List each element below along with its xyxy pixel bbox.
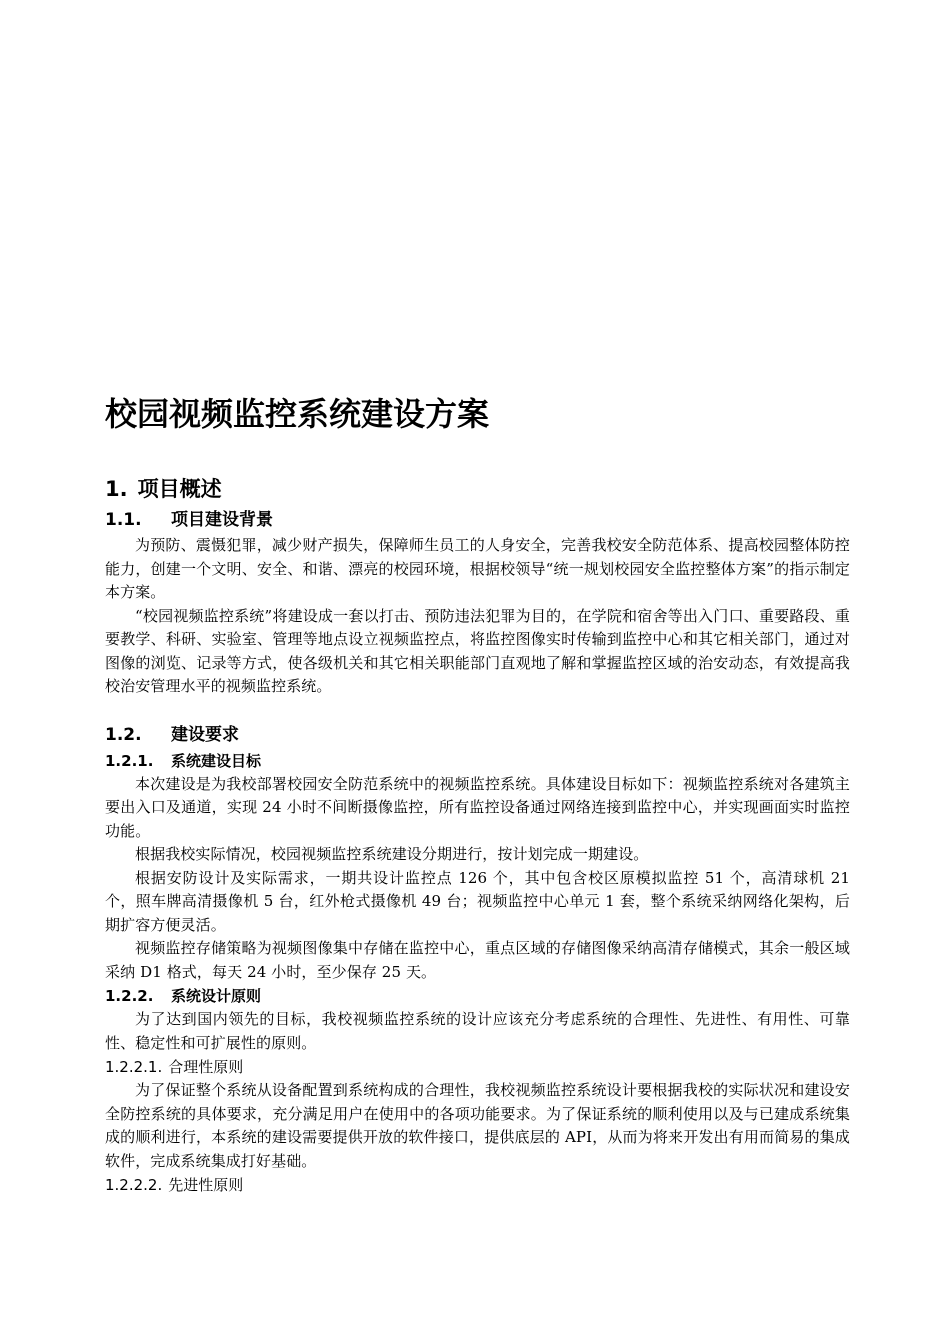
- paragraph: 根据安防设计及实际需求，一期共设计监控点 126 个，其中包含校区原模拟监控 51 个，高清球机 21 个，照车牌高清摄像机 5 台，红外枪式摄像机 49 台；视频监控中心单元 1 套，整个系统采纳网络化架构，后期扩容方便灵活。: [105, 868, 850, 934]
- heading-text: 系统建设目标: [171, 751, 262, 770]
- heading-text: 先进性原则: [168, 1176, 244, 1194]
- paragraph: “校园视频监控系统”将建设成一套以打击、预防违法犯罪为目的，在学院和宿舍等出入门口、重要路段、重要教学、科研、实验室、管理等地点设立视频监控点，将监控图像实时传输到监控中心和其它相关部门，通过对图像的浏览、记录等方式，使各级机关和其它相关职能部门直观地了解和掌握监控区域的治安动态，有效提高我校治安管理水平的视频监控系统。: [105, 606, 850, 695]
- paragraph: 为预防、震慑犯罪，减少财产损失，保障师生员工的人身安全，完善我校安全防范体系、提高校园整体防控能力，创建一个文明、安全、和谐、漂亮的校园环境，根据校领导“统一规划校园安全监控整体方案”的指示制定本方案。: [105, 536, 850, 601]
- heading-1-1-background: [105, 506, 850, 534]
- paragraph: 为了保证整个系统从设备配置到系统构成的合理性，我校视频监控系统设计要根据我校的实际状况和建设安全防控系统的具体要求，充分满足用户在使用中的各项功能要求。为了保证系统的顺利使用以及与已建成系统集成的顺利进行，本系统的建设需要提供开放的软件接口，提供底层的 API，从而为将来开发出有用而简易的集成软件，完成系统集成打好基础。: [105, 1081, 850, 1170]
- document-title: 校园视频监控系统建设方案: [105, 395, 490, 433]
- heading-number: 1.2.: [105, 724, 142, 745]
- heading-number: 1.2.2.2.: [105, 1176, 163, 1194]
- heading-1-project-overview: [105, 472, 850, 506]
- paragraph: 本次建设是为我校部署校园安全防范系统中的视频监控系统。具体建设目标如下：视频监控系统对各建筑主要出入口及通道，实现 24 小时不间断摄像监控，所有监控设备通过网络连接到监控中心，并实现画面实时监控功能。: [105, 774, 850, 840]
- heading-number: 1.: [105, 477, 128, 501]
- heading-1-2-2-principles: [105, 984, 850, 1008]
- heading-1-2-2-2-advancement: [105, 1173, 850, 1197]
- heading-text: 合理性原则: [168, 1058, 244, 1076]
- document-body: [105, 472, 850, 1197]
- heading-text: 建设要求: [171, 724, 239, 745]
- heading-text: 系统设计原则: [171, 987, 262, 1005]
- paragraph: 视频监控存储策略为视频图像集中存储在监控中心，重点区域的存储图像采纳高清存储模式，其余一般区域采纳 D1 格式，每天 24 小时，至少保存 25 天。: [105, 939, 850, 981]
- heading-1-2-2-1-rationality: [105, 1055, 850, 1079]
- paragraph: 为了达到国内领先的目标，我校视频监控系统的设计应该充分考虑系统的合理性、先进性、有用性、可靠性、稳定性和可扩展性的原则。: [105, 1010, 850, 1052]
- paragraph: 根据我校实际情况，校园视频监控系统建设分期进行，按计划完成一期建设。: [135, 845, 649, 863]
- heading-number: 1.2.2.1.: [105, 1058, 163, 1076]
- heading-text: 项目概述: [137, 477, 222, 501]
- heading-number: 1.2.1.: [105, 751, 154, 770]
- heading-1-2-requirements: [105, 721, 850, 749]
- heading-1-2-1-goals: [105, 749, 850, 773]
- heading-text: 项目建设背景: [171, 510, 273, 530]
- heading-number: 1.1.: [105, 510, 142, 530]
- heading-number: 1.2.2.: [105, 987, 154, 1005]
